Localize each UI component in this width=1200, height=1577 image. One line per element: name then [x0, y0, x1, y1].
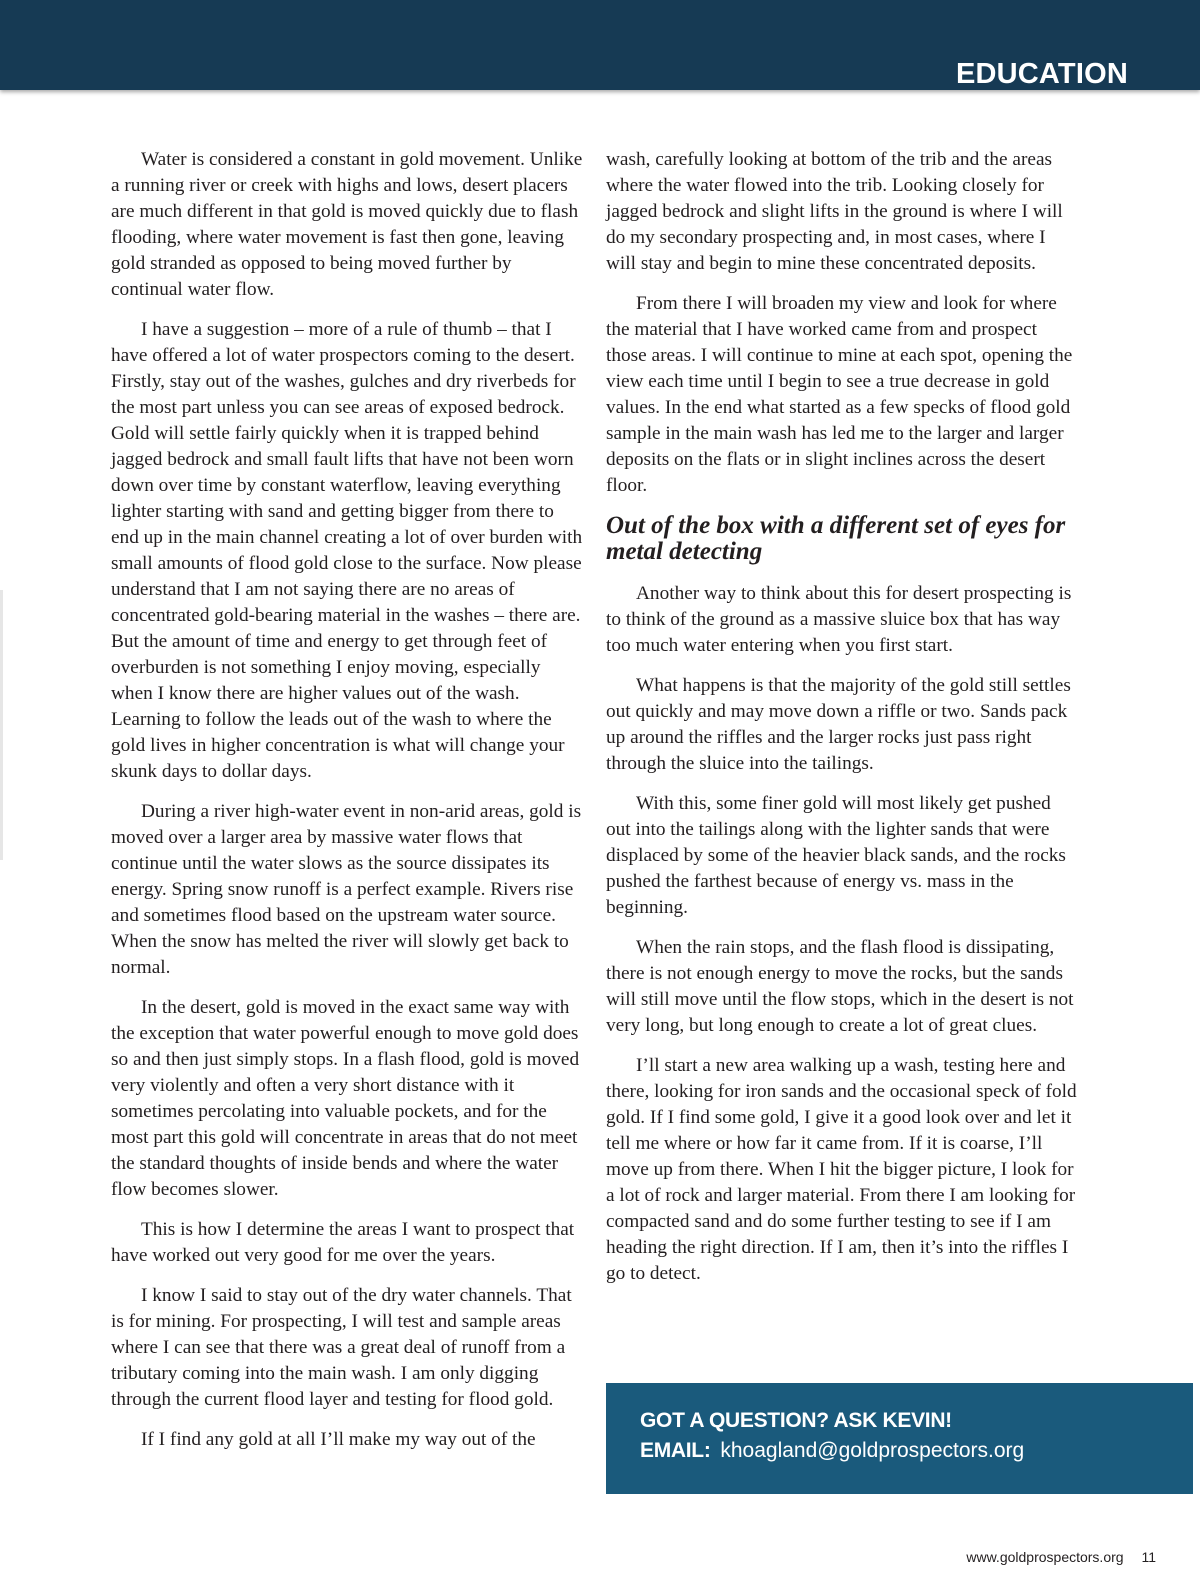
paragraph: With this, some finer gold will most likely get pushed out into the tailings along with the lighter sands that were displaced by some of the heavier black sands, and the rocks pushed the farthest because of energy vs. mass in the beginning.	[606, 793, 1066, 918]
email-link[interactable]: khoagland@goldprospectors.org	[720, 1439, 1025, 1462]
paragraph: During a river high-water event in non-arid areas, gold is moved over a larger area by massive water flows that continue until the water slows as the source dissipates its energy. Spring snow runoff is a perfect example. Rivers rise and sometimes flood based on the upstream water source. When the snow has melted the river will slowly get back to normal.	[111, 801, 582, 978]
ask-email-line	[640, 1439, 1024, 1463]
paragraph: When the rain stops, and the flash flood is dissipating, there is not enough energy to move the rocks, but the sands will still move until the flow stops, which in the desert is not very long, but long enough to create a lot of great clues.	[606, 937, 1074, 1036]
paragraph: I have a suggestion – more of a rule of thumb – that I have offered a lot of water prospectors coming to the desert. Firstly, stay out of the washes, gulches and dry riverbeds for the most part unless you can see areas of exposed bedrock. Gold will settle fairly quickly when it is trapped behind jagged bedrock and small fault lifts that have not been worn down over time by constant waterflow, leaving everything lighter starting with sand and getting bigger from there to end up in the main channel creating a lot of over burden with small amounts of flood gold close to the surface. Now please understand that I am not saying there are no areas of concentrated gold-bearing material in the washes – there are. But the amount of time and energy to get through feet of overburden is not something I enjoy moving, especially when I know there are higher values out of the wash. Learning to follow the leads out of the wash to where the gold lives in higher concentration is what will change your skunk days to dollar days.	[111, 319, 583, 782]
paragraph: This is how I determine the areas I want to prospect that have worked out very good for me over the years.	[111, 1219, 575, 1266]
ask-question-heading: GOT A QUESTION? ASK KEVIN!	[640, 1409, 952, 1432]
paragraph: What happens is that the majority of the gold still settles out quickly and may move down a riffle or two. Sands pack up around the riffles and the larger rocks just pass right through the sluice into the tailings.	[606, 675, 1071, 774]
ask-kevin-box	[606, 1383, 1193, 1494]
section-label: EDUCATION	[955, 58, 1128, 90]
paragraph-continued: wash, carefully looking at bottom of the trib and the areas where the water flowed into the trib. Looking closely for jagged bedrock and slight lifts in the ground is where I will do my secondary prospecting and, in most cases, where I will stay and begin to mine these concentrated deposits.	[606, 149, 1063, 274]
page-footer	[966, 1549, 1156, 1565]
paragraph: Water is considered a constant in gold movement. Unlike a running river or creek with highs and lows, desert placers are much different in that gold is moved quickly due to flash flooding, where water movement is fast then gone, leaving gold stranded as opposed to being moved further by continual water flow.	[111, 149, 583, 300]
paragraph: Another way to think about this for desert prospecting is to think of the ground as a massive sluice box that has way too much water entering when you first start.	[606, 583, 1072, 656]
email-label: EMAIL:	[640, 1439, 711, 1462]
paragraph: In the desert, gold is moved in the exact same way with the exception that water powerful enough to move gold does so and then just simply stops. In a flash flood, gold is moved very violently and often a very short distance with it sometimes percolating into valuable pockets, and for the most part this gold will concentrate in areas that do not meet the standard thoughts of inside bends and where the water flow becomes slower.	[111, 997, 580, 1200]
page-edge-mark	[0, 590, 3, 860]
footer-url[interactable]: www.goldprospectors.org	[966, 1549, 1124, 1565]
page-number: 11	[1141, 1549, 1156, 1565]
section-subheading: Out of the box with a different set of eyes for metal detecting	[606, 512, 1066, 565]
paragraph: I know I said to stay out of the dry water channels. That is for mining. For prospecting, I will test and sample areas where I can see that there was a great deal of runoff from a tributary coming into the main wash. I am only digging through the current flood layer and testing for flood gold.	[111, 1285, 572, 1410]
left-column	[111, 147, 585, 1467]
paragraph: I’ll start a new area walking up a wash, testing here and there, looking for iron sands and the occasional speck of fold gold. If I find some gold, I give it a good look over and let it tell me where or how far it came from. If it is coarse, I’ll move up from there. When I hit the bigger picture, I look for a lot of rock and larger material. From there I am looking for compacted sand and do some further testing to see if I am heading the right direction. If I am, then it’s into the riffles I go to detect.	[606, 1055, 1077, 1284]
right-column	[606, 147, 1080, 1301]
paragraph: From there I will broaden my view and look for where the material that I have worked came from and prospect those areas. I will continue to mine at each spot, opening the view each time until I begin to see a true decrease in gold values. In the end what started as a few specks of flood gold sample in the main wash has led me to the larger and larger deposits on the flats or in slight inclines across the desert floor.	[606, 293, 1073, 496]
paragraph: If I find any gold at all I’ll make my way out of the	[141, 1429, 536, 1450]
